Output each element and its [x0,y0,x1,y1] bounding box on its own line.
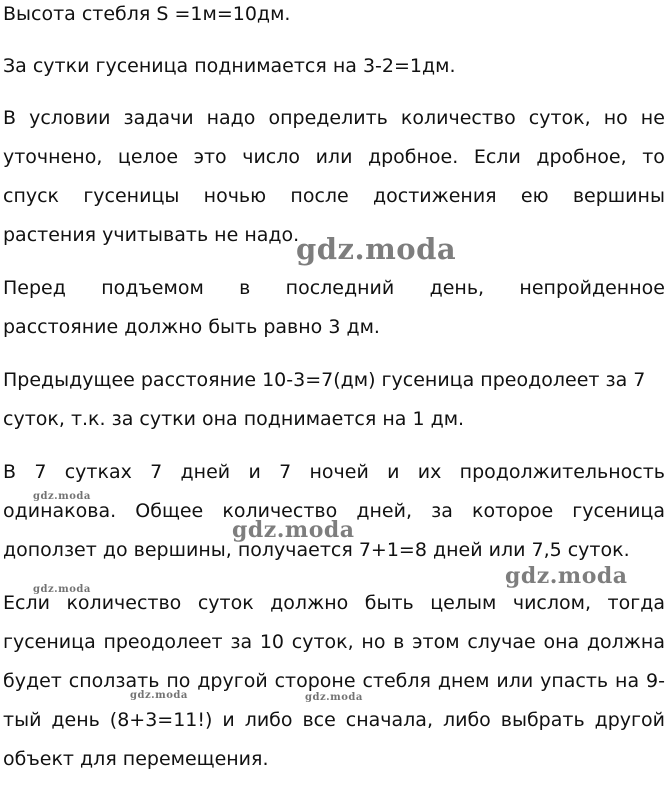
word: то [642,146,665,168]
word: определить [268,107,388,129]
text-line-17 [3,700,665,740]
word: суток, [528,107,591,129]
word: в [239,277,251,299]
word: будет [3,670,62,692]
text-line-1: Высота стебля S =1м=10дм. [3,3,291,25]
word: но [603,107,628,129]
word: В [3,461,17,483]
word: все [302,709,336,731]
word: количество [222,500,338,522]
word: надо [206,107,256,129]
word: последний [285,277,395,299]
watermark-logo: gdz.moda [232,517,355,543]
word: и [248,461,261,483]
word: она [543,631,580,653]
word: дней [180,461,231,483]
word: непройденное [519,277,665,299]
word: условии [29,107,111,129]
word: преодолеет [103,631,223,653]
watermark-logo: gdz.moda [33,584,91,595]
text-line-14 [3,583,665,623]
word: днем [437,670,490,692]
word: которое [471,500,554,522]
text-line-15 [3,622,665,662]
word: но [361,631,386,653]
text-line-5 [3,176,665,216]
word: либо [244,709,293,731]
word: за [230,631,253,653]
word: тый [3,709,42,731]
word: их [417,461,442,483]
watermark-logo: gdz.moda [305,692,363,703]
word: одинакова. [3,500,117,522]
word: (8+3=11!) [109,709,213,731]
word: задачи [123,107,194,129]
word: на [615,670,640,692]
word: число [242,146,301,168]
word: выбрать [500,709,585,731]
word: сначала, [345,709,433,731]
word: день [51,709,100,731]
word: сползать [68,670,160,692]
word: должна [586,631,665,653]
word: дробное, [536,146,627,168]
word: другой [197,670,268,692]
word: целое [117,146,179,168]
text-line-18: объект для перемещения. [3,748,269,770]
word: либо [442,709,491,731]
word: целым [430,592,497,614]
word: день, [429,277,485,299]
text-line-10: суток, т.к. за сутки она поднимается на 1 дм. [3,408,465,430]
word: стебля [362,670,431,692]
word: ею [520,185,549,207]
word: суток [197,592,254,614]
word: упасть [540,670,609,692]
word: 7 [279,461,292,483]
word: количество [400,107,516,129]
word: уточнено, [3,146,103,168]
text-line-13: доползет до вершины, получается 7+1=8 дней или 7,5 суток. [3,539,630,561]
word: дней, [356,500,412,522]
word: Если [3,592,50,614]
word: ночью [203,185,267,207]
word: числом, [512,592,592,614]
word: после [290,185,349,207]
word: дробное. [367,146,459,168]
word: В [3,107,17,129]
text-line-11 [3,452,665,492]
text-line-2: За сутки гусеница поднимается на 3-2=1дм. [3,55,456,77]
text-line-3 [3,98,665,138]
word: 10 [259,631,285,653]
word: спуск [3,185,60,207]
word: или [315,146,353,168]
word: другой [594,709,665,731]
word: гусеница [572,500,665,522]
word: стороне [274,670,356,692]
word: 7 [150,461,163,483]
word: в [393,631,405,653]
text-line-6: растения учитывать не надо. [3,224,300,246]
word: суток, [291,631,354,653]
watermark-logo: gdz.moda [33,491,91,502]
word: количество [66,592,182,614]
word: подъемом [101,277,204,299]
word: достижения [372,185,497,207]
word: Общее [135,500,204,522]
word: по [166,670,191,692]
word: этом [412,631,460,653]
word: и [387,461,400,483]
text-line-8: расстояние должно быть равно 3 дм. [3,316,380,338]
word: тогда [607,592,665,614]
word: и [222,709,235,731]
word: должно [270,592,349,614]
word: Перед [3,277,66,299]
watermark-logo: gdz.moda [505,563,628,589]
word: 7 [34,461,47,483]
text-line-9: Предыдущее расстояние 10-3=7(дм) гусеница преодолеет за 7 [3,369,646,391]
word: за [431,500,453,522]
word: случае [467,631,536,653]
word: это [193,146,227,168]
word: сутках [64,461,132,483]
word: продолжительность [459,461,665,483]
word: быть [364,592,414,614]
text-line-4 [3,137,665,177]
watermark-logo: gdz.moda [130,690,188,701]
text-line-7 [3,268,665,308]
word: Если [473,146,521,168]
word: 9- [646,670,665,692]
word: не [640,107,665,129]
word: гусеница [3,631,96,653]
word: вершины [572,185,665,207]
word: ночей [309,461,369,483]
word: гусеницы [83,185,180,207]
watermark-logo: gdz.moda [296,232,457,266]
word: или [496,670,534,692]
